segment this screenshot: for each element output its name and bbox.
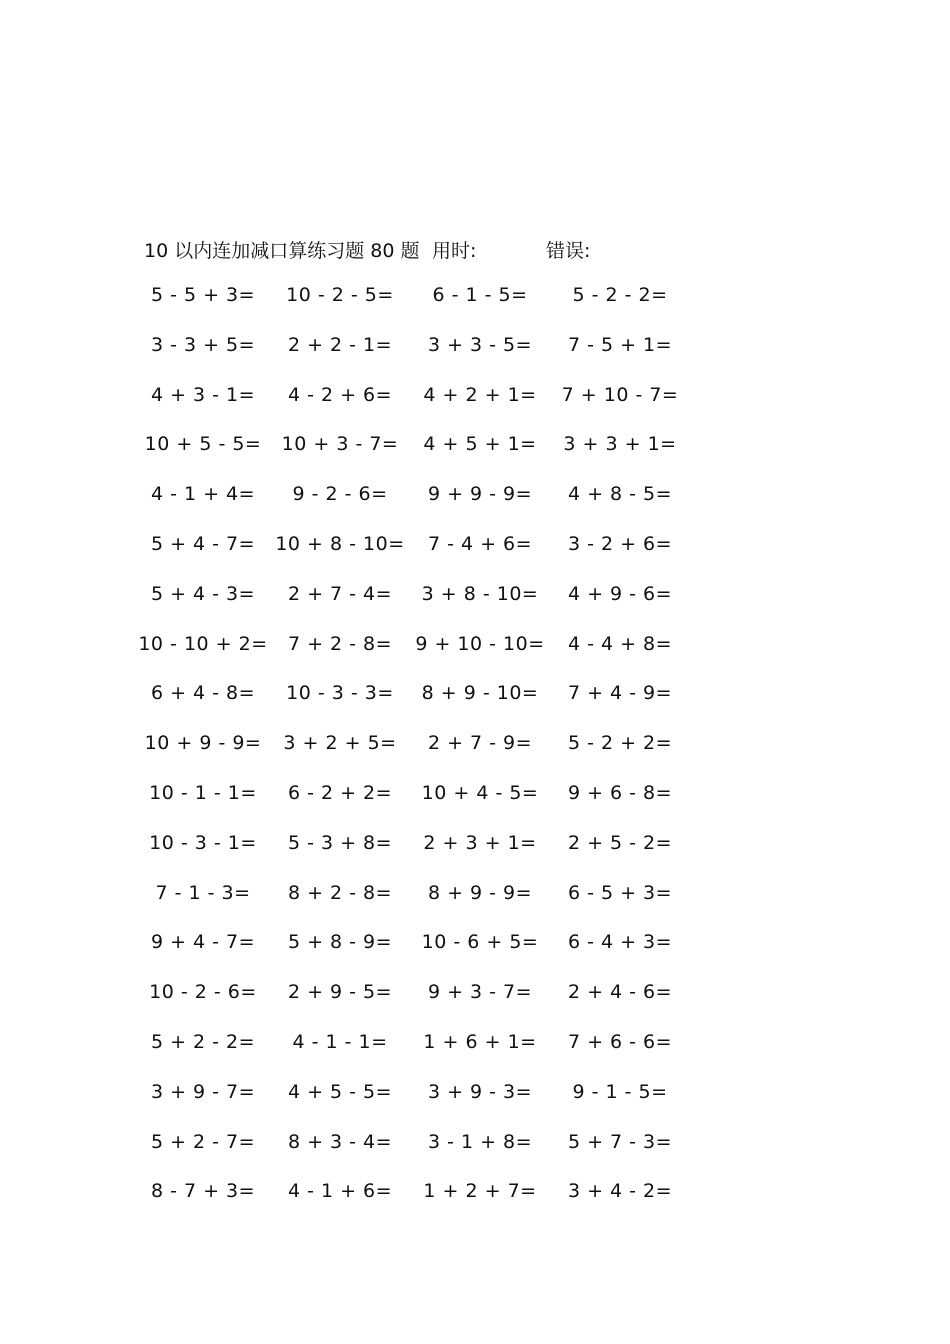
problem-item: 10 - 1 - 1=	[149, 781, 257, 804]
problem-item: 10 - 3 - 3=	[286, 682, 394, 705]
problem-item: 10 - 10 + 2=	[138, 632, 268, 655]
problem-item: 5 - 3 + 8=	[287, 831, 393, 854]
problem-item: 8 + 3 - 4=	[287, 1130, 393, 1153]
problem-grid	[0, 284, 950, 1230]
problem-item: 2 + 7 - 4=	[287, 582, 393, 605]
problem-item: 2 + 3 + 1=	[423, 831, 537, 854]
problem-item: 5 + 2 - 7=	[150, 1130, 256, 1153]
worksheet-title: 10 以内连加减口算练习题 80 题	[144, 240, 420, 262]
problem-item: 6 - 2 + 2=	[287, 781, 393, 804]
problem-item: 8 + 2 - 8=	[287, 881, 393, 904]
problem-item: 7 + 10 - 7=	[561, 383, 679, 406]
problem-row	[0, 284, 950, 334]
problem-item: 3 - 3 + 5=	[150, 333, 256, 356]
problem-item: 2 + 4 - 6=	[567, 981, 673, 1004]
problem-row	[0, 931, 950, 981]
problem-item: 4 + 8 - 5=	[567, 483, 673, 506]
problem-item: 3 - 1 + 8=	[427, 1130, 533, 1153]
problem-row	[0, 384, 950, 434]
problem-row	[0, 483, 950, 533]
problem-item: 4 - 4 + 8=	[567, 632, 673, 655]
problem-item: 10 - 2 - 5=	[286, 284, 394, 306]
problem-item: 1 + 6 + 1=	[423, 1030, 537, 1053]
problem-row	[0, 882, 950, 932]
problem-row	[0, 633, 950, 683]
problem-item: 7 + 6 - 6=	[567, 1030, 673, 1053]
problem-item: 3 + 3 + 1=	[563, 433, 677, 456]
problem-row	[0, 433, 950, 483]
problem-item: 4 + 3 - 1=	[150, 383, 256, 406]
problem-item: 9 + 10 - 10=	[415, 632, 545, 655]
problem-item: 3 + 8 - 10=	[421, 582, 539, 605]
problem-item: 3 + 9 - 3=	[427, 1080, 533, 1103]
problem-item: 6 - 4 + 3=	[567, 931, 673, 954]
problem-item: 10 - 6 + 5=	[421, 931, 539, 954]
problem-item: 9 + 9 - 9=	[427, 483, 533, 506]
problem-item: 7 + 2 - 8=	[287, 632, 393, 655]
problem-item: 6 - 5 + 3=	[567, 881, 673, 904]
problem-item: 8 + 9 - 10=	[421, 682, 539, 705]
problem-item: 6 - 1 - 5=	[432, 284, 528, 306]
problem-row	[0, 1131, 950, 1181]
problem-row	[0, 1031, 950, 1081]
problem-row	[0, 1081, 950, 1131]
problem-item: 3 + 4 - 2=	[567, 1180, 673, 1203]
problem-item: 9 + 3 - 7=	[427, 981, 533, 1004]
problem-item: 5 + 4 - 3=	[150, 582, 256, 605]
problem-item: 10 + 3 - 7=	[281, 433, 399, 456]
problem-item: 10 + 4 - 5=	[421, 781, 539, 804]
problem-item: 9 + 6 - 8=	[567, 781, 673, 804]
problem-item: 2 + 5 - 2=	[567, 831, 673, 854]
problem-item: 3 + 9 - 7=	[150, 1080, 256, 1103]
problem-item: 4 - 1 + 4=	[150, 483, 256, 506]
problem-row	[0, 832, 950, 882]
problem-item: 5 + 7 - 3=	[567, 1130, 673, 1153]
problem-item: 10 - 2 - 6=	[149, 981, 257, 1004]
problem-item: 3 - 2 + 6=	[567, 532, 673, 555]
problem-item: 4 + 9 - 6=	[567, 582, 673, 605]
problem-item: 4 - 1 - 1=	[292, 1030, 388, 1053]
problem-item: 7 - 1 - 3=	[155, 881, 251, 904]
problem-item: 10 + 5 - 5=	[144, 433, 262, 456]
problem-item: 9 - 2 - 6=	[292, 483, 388, 506]
problem-item: 5 - 2 - 2=	[572, 284, 668, 306]
problem-item: 10 - 3 - 1=	[149, 831, 257, 854]
problem-item: 10 + 9 - 9=	[144, 732, 262, 755]
problem-item: 4 + 2 + 1=	[423, 383, 537, 406]
problem-item: 3 + 3 - 5=	[427, 333, 533, 356]
problem-item: 3 + 2 + 5=	[283, 732, 397, 755]
problem-item: 5 + 8 - 9=	[287, 931, 393, 954]
problem-item: 5 - 5 + 3=	[150, 284, 256, 306]
problem-item: 2 + 2 - 1=	[287, 333, 393, 356]
problem-item: 8 + 9 - 9=	[427, 881, 533, 904]
problem-item: 1 + 2 + 7=	[423, 1180, 537, 1203]
problem-item: 7 - 5 + 1=	[567, 333, 673, 356]
problem-row	[0, 583, 950, 633]
problem-row	[0, 682, 950, 732]
problem-item: 9 + 4 - 7=	[150, 931, 256, 954]
problem-item: 7 + 4 - 9=	[567, 682, 673, 705]
problem-item: 4 + 5 - 5=	[287, 1080, 393, 1103]
problem-row	[0, 732, 950, 782]
errors-label: 错误:	[546, 240, 591, 262]
problem-row	[0, 981, 950, 1031]
problem-item: 4 - 2 + 6=	[287, 383, 393, 406]
problem-item: 5 + 2 - 2=	[150, 1030, 256, 1053]
problem-item: 6 + 4 - 8=	[150, 682, 256, 705]
problem-item: 2 + 7 - 9=	[427, 732, 533, 755]
problem-item: 9 - 1 - 5=	[572, 1080, 668, 1103]
problem-item: 7 - 4 + 6=	[427, 532, 533, 555]
problem-item: 2 + 9 - 5=	[287, 981, 393, 1004]
problem-item: 5 - 2 + 2=	[567, 732, 673, 755]
problem-row	[0, 782, 950, 832]
problem-item: 4 - 1 + 6=	[287, 1180, 393, 1203]
problem-row	[0, 334, 950, 384]
problem-item: 5 + 4 - 7=	[150, 532, 256, 555]
time-used-label: 用时:	[432, 240, 477, 262]
problem-item: 4 + 5 + 1=	[423, 433, 537, 456]
problem-item: 10 + 8 - 10=	[275, 532, 405, 555]
problem-row	[0, 533, 950, 583]
problem-item: 8 - 7 + 3=	[150, 1180, 256, 1203]
problem-row	[0, 1180, 950, 1230]
